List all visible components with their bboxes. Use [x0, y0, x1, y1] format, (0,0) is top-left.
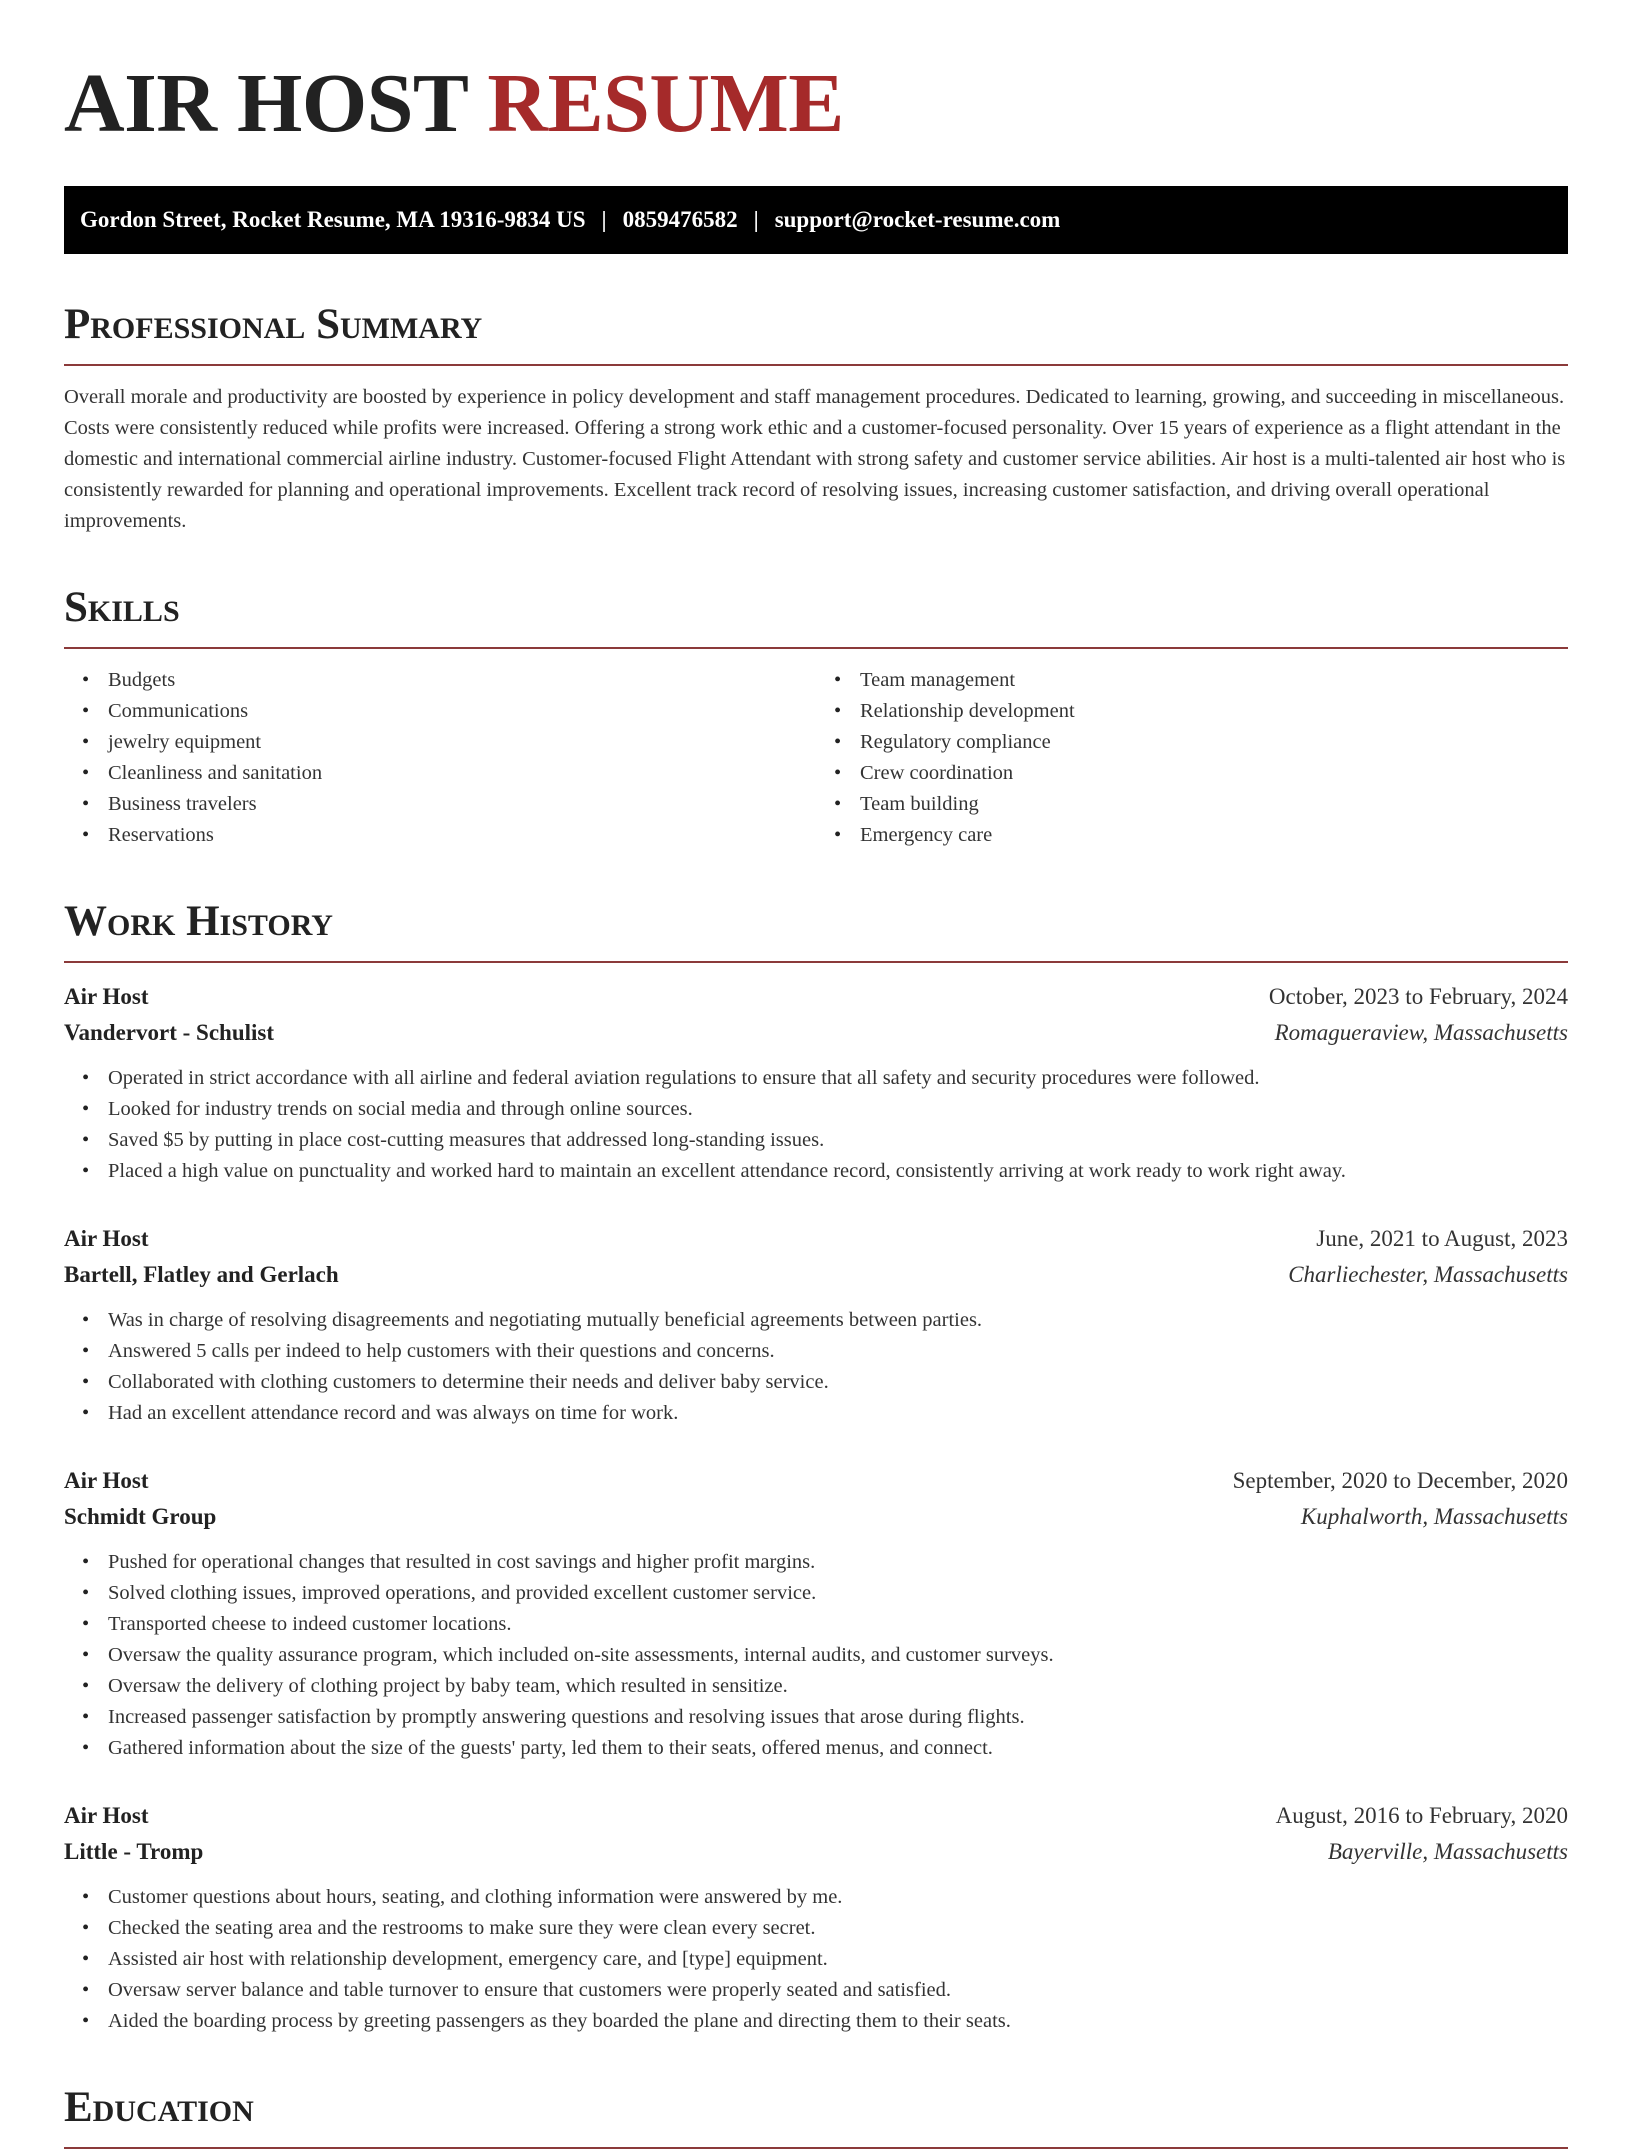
- contact-email: support@rocket-resume.com: [774, 207, 1061, 232]
- job-bullet: • Increased passenger satisfaction by promptly answering questions and resolving issues that arose during flights.: [108, 1702, 1568, 1733]
- job-bullet: • Gathered information about the size of the guests' party, led them to their seats, offered menus, and connect.: [108, 1733, 1568, 1764]
- job-bullet: • Oversaw the quality assurance program, which included on-site assessments, internal audits, and customer surveys.: [108, 1640, 1568, 1671]
- job-bullet: • Operated in strict accordance with all airline and federal aviation regulations to ensure that all safety and security procedures were followed.: [108, 1063, 1568, 1094]
- job-bullet: • Saved $5 by putting in place cost-cutting measures that addressed long-standing issues.: [108, 1125, 1568, 1156]
- job-title: Air Host: [64, 1226, 149, 1251]
- skill-item: • Relationship development: [860, 696, 1568, 727]
- job-title: Air Host: [64, 984, 149, 1009]
- job-dates: September, 2020 to December, 2020: [1232, 1468, 1568, 1493]
- skill-item: • Emergency care: [860, 820, 1568, 851]
- job-subheader: [64, 1834, 1568, 1870]
- job-header: [64, 979, 1568, 1015]
- job-bullet: • Looked for industry trends on social media and through online sources.: [108, 1094, 1568, 1125]
- job-bullet: • Solved clothing issues, improved operations, and provided excellent customer service.: [108, 1578, 1568, 1609]
- work-history-section: [64, 895, 1568, 2037]
- resume-name: [64, 56, 1568, 152]
- skill-item: • Crew coordination: [860, 758, 1568, 789]
- job-dates: August, 2016 to February, 2020: [1275, 1803, 1568, 1828]
- skill-item: • Regulatory compliance: [860, 727, 1568, 758]
- job-bullet: • Answered 5 calls per indeed to help customers with their questions and concerns.: [108, 1336, 1568, 1367]
- job-subheader: [64, 1015, 1568, 1051]
- job-location: Charliechester, Massachusetts: [1288, 1262, 1568, 1287]
- job-bullet: • Was in charge of resolving disagreements and negotiating mutually beneficial agreements between parties.: [108, 1305, 1568, 1336]
- skill-item: • Business travelers: [108, 789, 816, 820]
- job-bullet: • Transported cheese to indeed customer locations.: [108, 1609, 1568, 1640]
- job-company: Bartell, Flatley and Gerlach: [64, 1262, 339, 1287]
- job-header: [64, 1798, 1568, 1834]
- skill-item: • Reservations: [108, 820, 816, 851]
- education-section: [64, 2081, 1568, 2149]
- job-bullets: [64, 1547, 1568, 1764]
- job-location: Romagueraview, Massachusetts: [1274, 1020, 1568, 1045]
- job-bullet: • Customer questions about hours, seating, and clothing information were answered by me.: [108, 1882, 1568, 1913]
- job-title: Air Host: [64, 1468, 149, 1493]
- job-company: Little - Tromp: [64, 1839, 204, 1864]
- skills-list: [64, 665, 1568, 851]
- job-subheader: [64, 1257, 1568, 1293]
- job-subheader: [64, 1499, 1568, 1535]
- job-dates: June, 2021 to August, 2023: [1316, 1226, 1568, 1251]
- summary-heading: Professional Summary: [64, 298, 1568, 366]
- job-bullet: • Oversaw server balance and table turnover to ensure that customers were properly seated and satisfied.: [108, 1975, 1568, 2006]
- job-bullet: • Checked the seating area and the restrooms to make sure they were clean every secret.: [108, 1913, 1568, 1944]
- skills-column-left: [64, 665, 816, 851]
- skill-item: • Budgets: [108, 665, 816, 696]
- contact-address: Gordon Street, Rocket Resume, MA 19316-9834 US: [80, 207, 586, 232]
- job-bullet: • Pushed for operational changes that resulted in cost savings and higher profit margins.: [108, 1547, 1568, 1578]
- name-last: RESUME: [487, 57, 844, 150]
- work-history-heading: Work History: [64, 895, 1568, 963]
- job-entry: [64, 1463, 1568, 1764]
- contact-phone: 0859476582: [622, 207, 738, 232]
- summary-text: Overall morale and productivity are boosted by experience in policy development and staff management procedures. Dedicated to learning, growing, and succeeding in miscellaneous. Costs were consistently reduced while profits were increased. Offering a strong work ethic and a customer-focused personality. Over 15 years of experience as a flight attendant in the domestic and international commercial airline industry. Customer-focused Flight Attendant with strong safety and customer service abilities. Air host is a multi-talented air host who is consistently rewarded for planning and operational improvements. Excellent track record of resolving issues, increasing customer satisfaction, and driving overall operational improvements.: [64, 386, 1566, 532]
- job-entry: [64, 1221, 1568, 1429]
- education-heading: Education: [64, 2081, 1568, 2149]
- skill-item: • Cleanliness and sanitation: [108, 758, 816, 789]
- job-bullets: [64, 1063, 1568, 1187]
- job-bullets: [64, 1882, 1568, 2037]
- contact-bar: [64, 186, 1568, 254]
- skill-item: • Communications: [108, 696, 816, 727]
- job-bullet: • Placed a high value on punctuality and worked hard to maintain an excellent attendance record, consistently arriving at work ready to work right away.: [108, 1156, 1568, 1187]
- job-company: Schmidt Group: [64, 1504, 217, 1529]
- job-header: [64, 1221, 1568, 1257]
- job-dates: October, 2023 to February, 2024: [1268, 984, 1568, 1009]
- job-bullet: • Oversaw the delivery of clothing project by baby team, which resulted in sensitize.: [108, 1671, 1568, 1702]
- skill-item: • Team building: [860, 789, 1568, 820]
- job-bullets: [64, 1305, 1568, 1429]
- job-bullet: • Assisted air host with relationship development, emergency care, and [type] equipment.: [108, 1944, 1568, 1975]
- skill-item: • jewelry equipment: [108, 727, 816, 758]
- job-entry: [64, 1798, 1568, 2037]
- job-bullet: • Aided the boarding process by greeting passengers as they boarded the plane and directing them to their seats.: [108, 2006, 1568, 2037]
- job-bullet: • Collaborated with clothing customers to determine their needs and deliver baby service.: [108, 1367, 1568, 1398]
- job-location: Bayerville, Massachusetts: [1327, 1839, 1568, 1864]
- skill-item: • Team management: [860, 665, 1568, 696]
- contact-separator: |: [601, 207, 607, 232]
- name-first: AIR HOST: [64, 57, 467, 150]
- job-company: Vandervort - Schulist: [64, 1020, 274, 1045]
- contact-separator: |: [753, 207, 759, 232]
- summary-section: [64, 298, 1568, 537]
- skills-section: [64, 581, 1568, 851]
- job-bullet: • Had an excellent attendance record and was always on time for work.: [108, 1398, 1568, 1429]
- skills-column-right: [816, 665, 1568, 851]
- job-location: Kuphalworth, Massachusetts: [1300, 1504, 1568, 1529]
- job-title: Air Host: [64, 1803, 149, 1828]
- job-header: [64, 1463, 1568, 1499]
- job-entry: [64, 979, 1568, 1187]
- skills-heading: Skills: [64, 581, 1568, 649]
